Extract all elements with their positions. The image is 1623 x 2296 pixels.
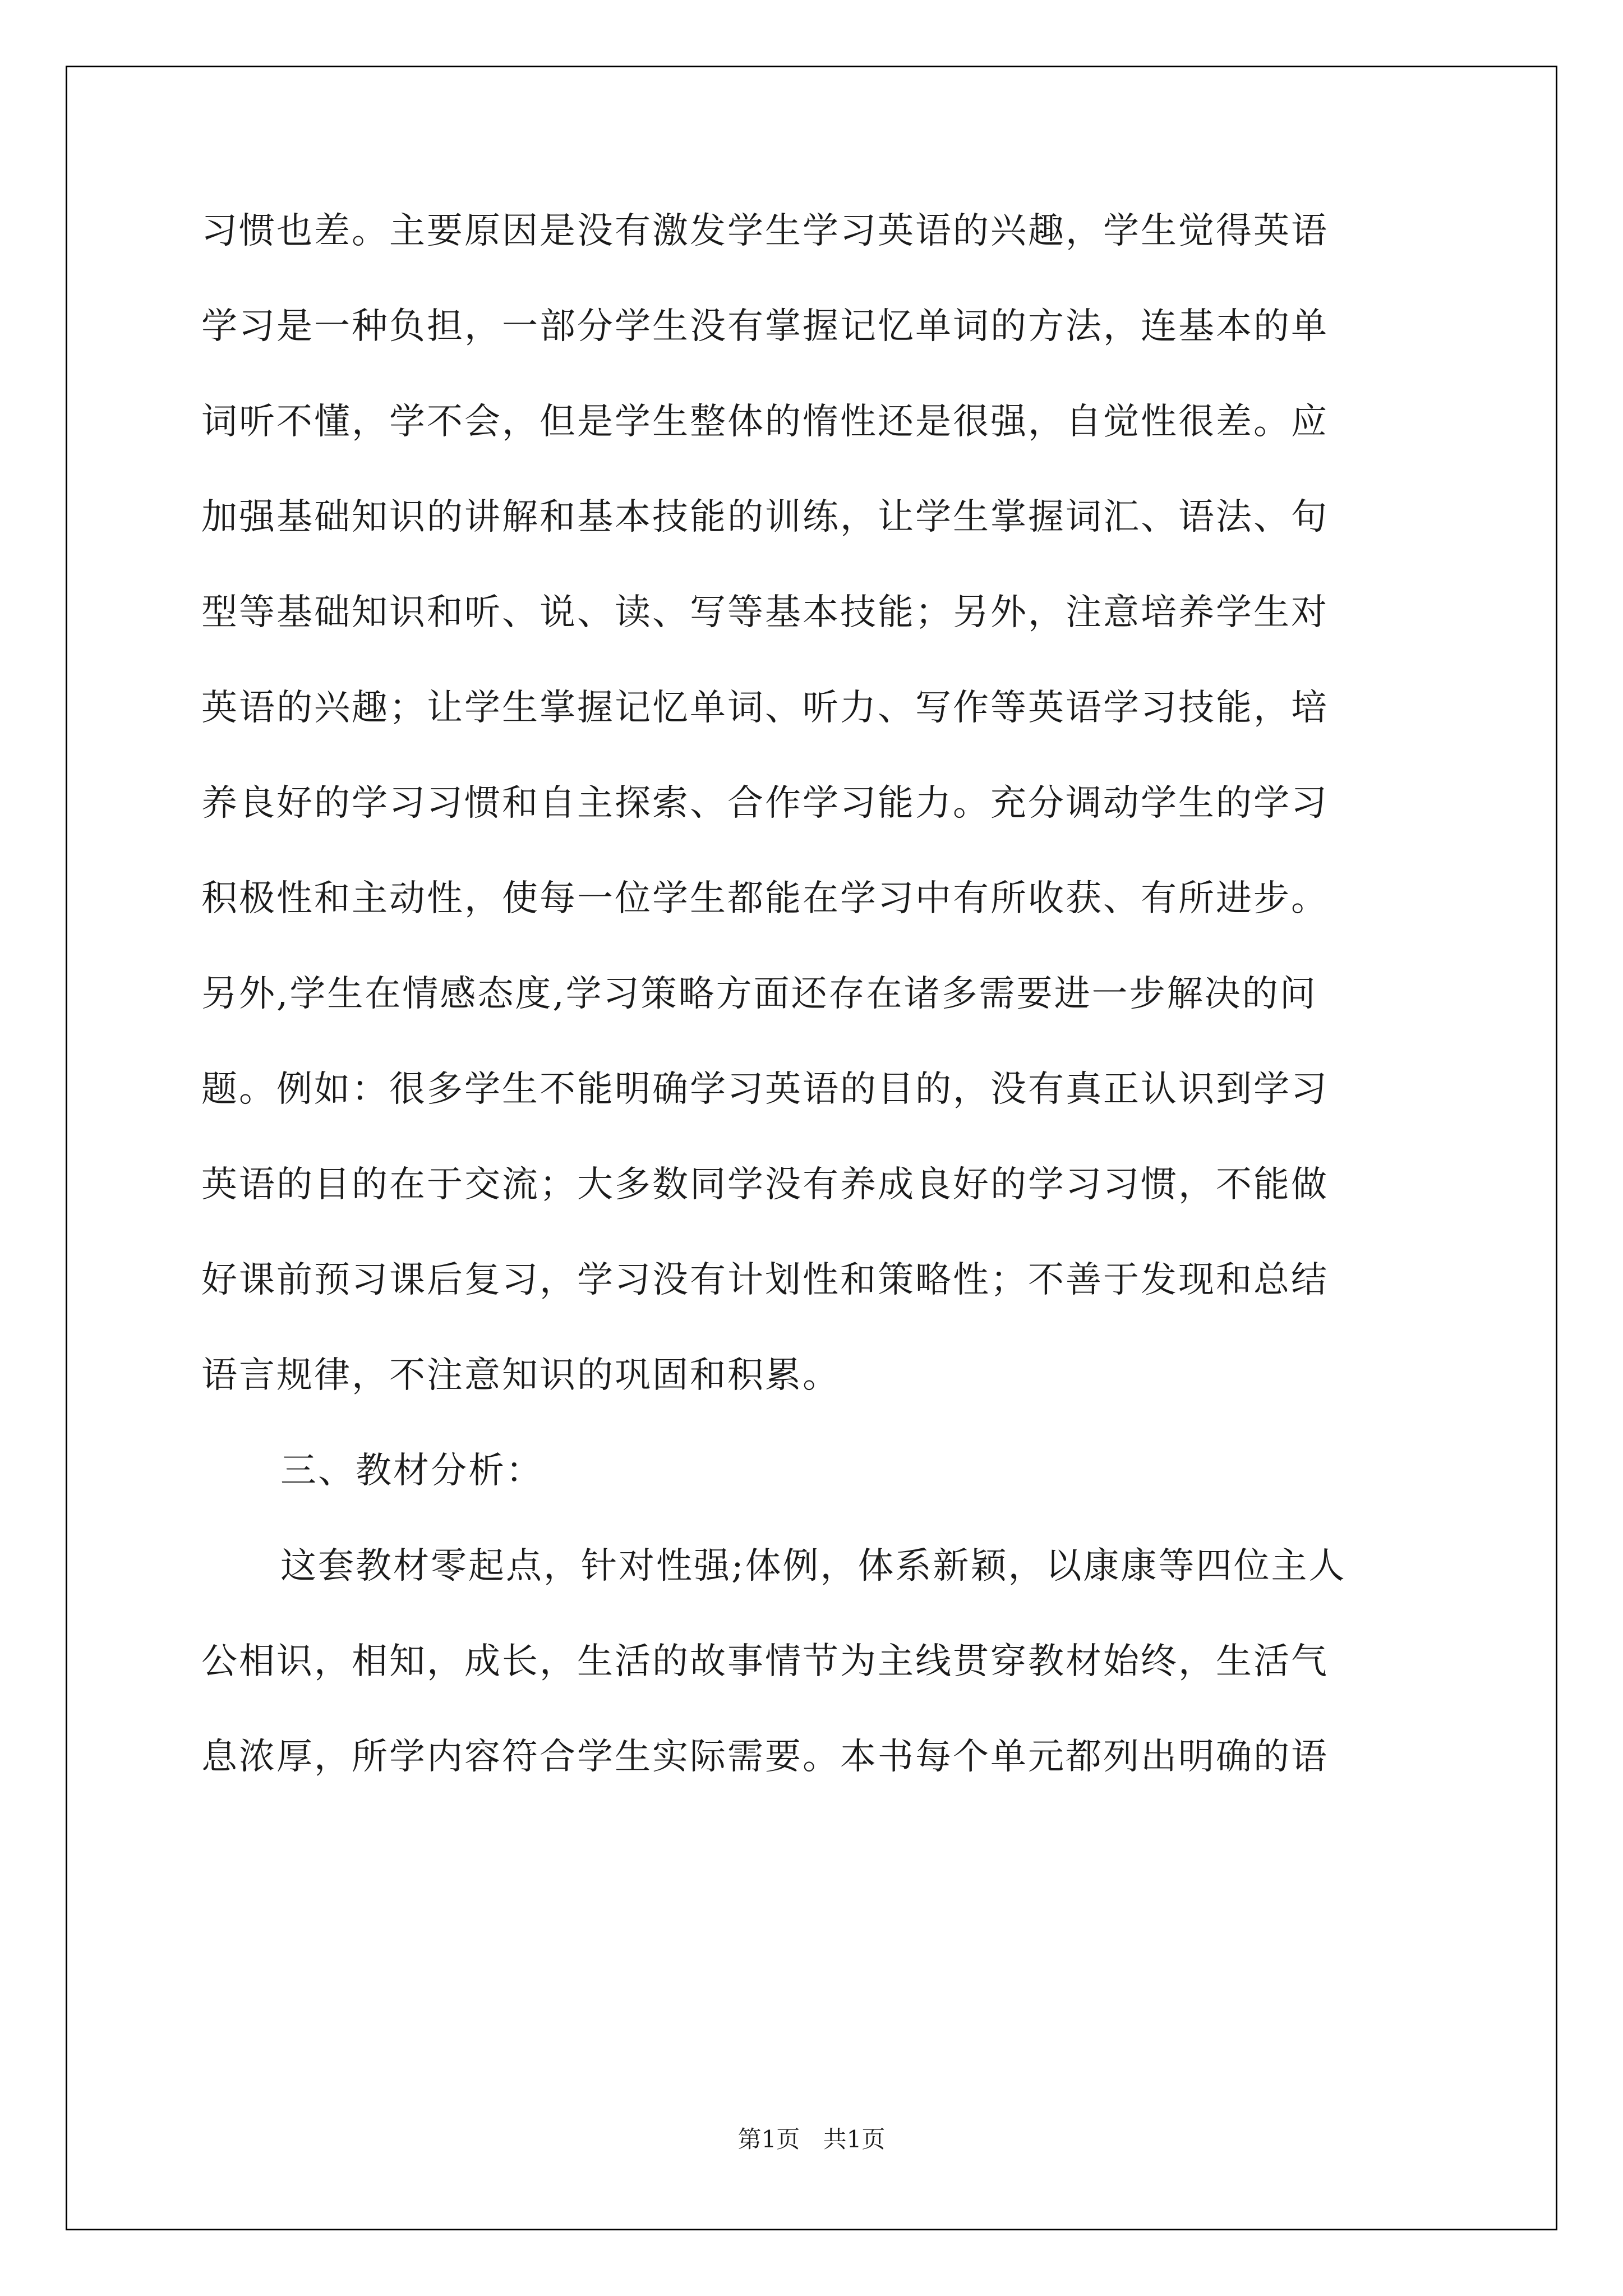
text-line: 加强基础知识的讲解和基本技能的训练，让学生掌握词汇、语法、句 (201, 496, 1329, 538)
text-line: 语言规律，不注意知识的巩固和积累。 (201, 1355, 840, 1396)
page-number: 第1页 (737, 2125, 800, 2153)
text-line: 这套教材零起点，针对性强;体例，体系新颖，以康康等四位主人 (280, 1545, 1347, 1587)
text-line: 公相识，相知，成长，生活的故事情节为主线贯穿教材始终，生活气 (201, 1641, 1329, 1682)
text-line: 学习是一种负担，一部分学生没有掌握记忆单词的方法，连基本的单 (201, 306, 1329, 347)
text-line: 英语的兴趣；让学生掌握记忆单词、听力、写作等英语学习技能，培 (201, 687, 1329, 729)
section-heading: 三、教材分析： (280, 1450, 543, 1492)
page-footer (0, 2123, 1623, 2156)
page-total: 共1页 (823, 2125, 886, 2153)
text-line: 另外,学生在情感态度,学习策略方面还存在诸多需要进一步解决的问 (201, 973, 1317, 1015)
text-line: 习惯也差。主要原因是没有激发学生学习英语的兴趣，学生觉得英语 (201, 210, 1329, 252)
text-line: 积极性和主动性，使每一位学生都能在学习中有所收获、有所进步。 (201, 878, 1329, 919)
text-line: 息浓厚，所学内容符合学生实际需要。本书每个单元都列出明确的语 (201, 1736, 1329, 1778)
text-line: 英语的目的在于交流；大多数同学没有养成良好的学习习惯，不能做 (201, 1164, 1329, 1205)
text-line: 词听不懂，学不会，但是学生整体的惰性还是很强，自觉性很差。应 (201, 401, 1329, 443)
text-line: 型等基础知识和听、说、读、写等基本技能；另外，注意培养学生对 (201, 592, 1329, 633)
text-line: 养良好的学习习惯和自主探索、合作学习能力。充分调动学生的学习 (201, 783, 1329, 824)
page-border (66, 66, 1557, 2230)
text-line: 好课前预习课后复习，学习没有计划性和策略性；不善于发现和总结 (201, 1259, 1329, 1301)
text-line: 题。例如：很多学生不能明确学习英语的目的，没有真正认识到学习 (201, 1069, 1329, 1110)
